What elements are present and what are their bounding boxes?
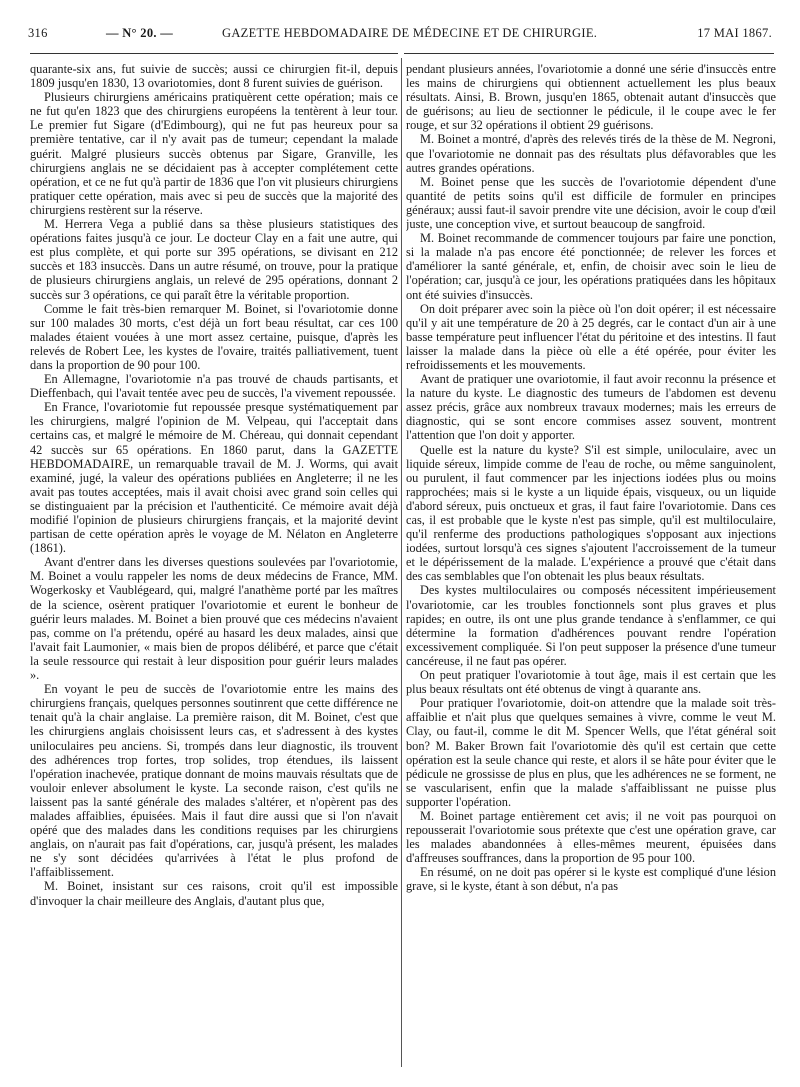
paragraph: M. Boinet, insistant sur ces raisons, croit qu'il est impossible d'invoquer la chair meilleure des Anglais, d'autant plus que, bbox=[30, 879, 398, 908]
paragraph: On peut pratiquer l'ovariotomie à tout âge, mais il est certain que les plus beaux résultats ont été obtenus de vingt à quarante ans. bbox=[406, 668, 776, 697]
column-divider bbox=[401, 58, 402, 1067]
paragraph: Des kystes multiloculaires ou composés nécessitent impérieusement l'ovariotomie, car les troubles fonctionnels sont plus graves et plus rapides; en outre, ils ont une plus grande tendance à s'enflammer, ce qui détermine la formation d'adhérences pouvant rendre l'opération excessivement compliquée. Si l'on peut supposer la présence d'une tumeur cancéreuse, il ne faut pas opérer. bbox=[406, 583, 776, 668]
paragraph: M. Boinet a montré, d'après des relevés tirés de la thèse de M. Negroni, que l'ovariotomie ne donnait pas des résultats plus défavorables que les autres grandes opérations. bbox=[406, 132, 776, 175]
paragraph: On doit préparer avec soin la pièce où l'on doit opérer; il est nécessaire qu'il y ait une température de 20 à 25 degrés, car le contact d'un air à une basse température peut influencer l'état du péritoine et des intestins. Il faut laisser la malade dans la pièce où elle a été opérée, pour éviter les refroidissements et les mouvements. bbox=[406, 301, 776, 372]
right-column bbox=[406, 62, 776, 1069]
paragraph: Avant d'entrer dans les diverses questions soulevées par l'ovariotomie, M. Boinet a voulu rappeler les noms de deux médecins de France, MM. Wogerkosky et Vaublégeard, qui, malgré l'anathème porté par les maîtres de la science, osèrent pratiquer l'ovariotomie et eurent le bonheur de guérir leurs malades. M. Boinet a bien prouvé que ces médecins n'avaient pas, comme on l'a prétendu, opéré au hasard les deux malades, ainsi que l'avait fait Laumonier, « mais bien de propos délibéré, et parce que c'était la seule ressource qui restait à leur disposition pour guérir leurs malades ». bbox=[30, 555, 398, 683]
paragraph: Quelle est la nature du kyste? S'il est simple, uniloculaire, avec un liquide séreux, limpide comme de l'eau de roche, ou même sanguinolent, ou purulent, il faut commencer par les injections iodées plus ou moins rapprochées; mais si le kyste a un liquide épais, visqueux, ou un liquide d'abord séreux, puis onctueux et gras, il faut faire l'ovariotomie. Dans ces cas, il est probable que le kyste n'est pas simple, qu'il est multiloculaire, qu'il renferme des productions pathologiques s'opposant aux injections iodées, surtout lorsqu'à ces signes s'ajoutent l'accroissement de la tumeur et le dépérissement de la malade. L'expérience a prouvé que c'était dans des cas semblables que l'on obtenait les plus beaux résultats. bbox=[406, 442, 776, 584]
left-column bbox=[30, 62, 398, 1069]
paragraph: Pour pratiquer l'ovariotomie, doit-on attendre que la malade soit très-affaiblie et n'ait plus que quelques semaines à vivre, comme le veut M. Clay, ou faut-il, comme le dit M. Spencer Wells, que l'état général soit bon? M. Baker Brown fait l'ovariotomie dès qu'il est certain que cette opération est la seule chance qui reste, et alors il se hâte pour éviter que le pédicule ne grossisse de plus en plus, que les adhérences ne se forment, ne se vascularisent, enfin que la malade s'affaiblissant ne puisse plus supporter l'opération. bbox=[406, 696, 776, 809]
paragraph: M. Herrera Vega a publié dans sa thèse plusieurs statistiques des opérations faites jusqu'à ce jour. Le docteur Clay en a fait une autre, qui est plus complète, et qui porte sur 395 opérations, se divisant en 212 succès et 183 insuccès. Dans un autre résumé, on trouve, pour la pratique de plusieurs chirurgiens anglais, un relevé de 295 opérations, donnant 2 succès sur 3 opérations, ce qui paraît être la véritable proportion. bbox=[30, 217, 398, 302]
paragraph: M. Boinet partage entièrement cet avis; il ne voit pas pourquoi on repousserait l'ovariotomie sous prétexte que c'est une opération grave, car les malades abandonnées à elles-mêmes meurent, épuisées dans d'affreuses souffrances, dans la proportion de 95 pour 100. bbox=[406, 808, 776, 866]
paragraph: En Allemagne, l'ovariotomie n'a pas trouvé de chauds partisants, et Dieffenbach, qui l'avait tentée avec peu de succès, l'a vivement repoussée. bbox=[30, 372, 398, 401]
header-rule-left bbox=[30, 53, 398, 54]
page-header bbox=[28, 26, 772, 48]
issue-date: 17 MAI 1867. bbox=[697, 26, 772, 40]
paragraph: En France, l'ovariotomie fut repoussée presque systématiquement par les chirurgiens, malgré l'opinion de M. Velpeau, qui l'acceptait dans certains cas, et malgré le mémoire de M. Chéreau, qui donnait cependant 42 succès sur 65 opérations. En 1860 parut, dans la GAZETTE HEBDOMADAIRE, un remarquable travail de M. J. Worms, qui avait examiné, jugé, la valeur des opérations publiées en Angleterre; il ne les avait pas toutes acceptées, mais il avait choisi avec grand soin celles qui se distinguaient par la précision et l'authenticité. Ce mémoire avait déjà modifié l'opinion de plusieurs chirurgiens français, et la majorité devint partisan de cette opération après le voyage de M. Nélaton en Angleterre (1861). bbox=[30, 400, 398, 556]
publication-title: GAZETTE HEBDOMADAIRE DE MÉDECINE ET DE CHIRURGIE. bbox=[222, 26, 598, 40]
paragraph: Avant de pratiquer une ovariotomie, il faut avoir reconnu la présence et la nature du kyste. Le diagnostic des tumeurs de l'abdomen est devenu assez précis, grâce aux nombreux travaux modernes; mais les erreurs de diagnostic, qui se sont encore commises assez souvent, montrent l'attention que l'on doit y apporter. bbox=[406, 372, 776, 443]
paragraph: M. Boinet recommande de commencer toujours par faire une ponction, si la malade n'a pas encore été ponctionnée; de relever les forces et d'améliorer la santé générale, et, enfin, de choisir avec soin le lieu de l'opération; car, jusqu'à ce jour, les opérations pratiquées dans les hôpitaux ont été suivies d'insuccès. bbox=[406, 231, 776, 302]
issue-number: — N° 20. — bbox=[106, 26, 174, 40]
paragraph: En voyant le peu de succès de l'ovariotomie entre les mains des chirurgiens français, quelques personnes soutinrent que cette différence ne tenait qu'à la chair anglaise. La première raison, dit M. Boinet, c'est que les chirurgiens anglais choisissent leurs cas, et s'adressent à des kystes uniloculaires peu anciens. Si, trompés dans leur diagnostic, ils trouvent des adhérences trop fortes, trop solides, trop étendues, ils laissent l'opération inachevée, pratique donnant de moins mauvais résultats que de vouloir enlever absolument le kyste. La seconde raison, c'est qu'ils ne laissent pas la santé générale des malades s'altérer, et n'opèrent pas des malades affaiblies, épuisées. Mais il faut dire aussi que si l'on n'avait opéré que des malades dans les conditions requises par les chirurgiens anglais, on n'aurait pas fait d'opérations, car, jusqu'à présent, les malades ne s'y sont décidées qu'arrivées à l'état le plus profond de l'affaiblissement. bbox=[30, 682, 398, 880]
paragraph: pendant plusieurs années, l'ovariotomie a donné une série d'insuccès entre les mains de chirurgiens qui obtiennent actuellement les plus beaux résultats. Ainsi, B. Brown, jusqu'en 1865, obtenait autant d'insuccès que de guérisons; au lieu de sectionner le pédicule, il le coupe avec le fer rouge, et sur 32 opérations il obtient 29 guérisons. bbox=[406, 62, 776, 133]
page-number: 316 bbox=[28, 26, 48, 40]
paragraph: En résumé, on ne doit pas opérer si le kyste est compliqué d'une lésion grave, si le kyste, étant à son début, n'a pas bbox=[406, 865, 776, 894]
paragraph: Plusieurs chirurgiens américains pratiquèrent cette opération; mais ce ne fut qu'en 1823 que des chirurgiens européens la tentèrent à leur tour. Le premier fut Sigare (d'Edimbourg), qui ne fut pas heureux pour sa première tentative, car il n'y avait pas de tumeur; cependant la malade guérit. Malgré plusieurs succès obtenus par Sigare, Granville, les chirurgiens anglais ne se décidaient pas à accepter complétement cette opération, et ce ne fut qu'à partir de 1836 que l'on vit plusieurs chirurgiens pratiquer cette opération, mais avec si peu de succès que la majorité des chirurgiens restèrent sur la réserve. bbox=[30, 90, 398, 217]
header-rule-right bbox=[404, 53, 774, 54]
paragraph: Comme le fait très-bien remarquer M. Boinet, si l'ovariotomie donne sur 100 malades 30 morts, c'est déjà un fort beau résultat, car ces 100 malades étaient vouées à une mort assez certaine, puisque, d'après les relevés de Robert Lee, les kystes de l'ovaire, traités palliativement, tuent dans la proportion de 90 pour 100. bbox=[30, 301, 398, 372]
paragraph: quarante-six ans, fut suivie de succès; aussi ce chirurgien fit-il, depuis 1809 jusqu'en 1830, 13 ovariotomies, dont 8 furent suivies de guérison. bbox=[30, 62, 398, 91]
paragraph: M. Boinet pense que les succès de l'ovariotomie dépendent d'une quantité de petits soins qu'il est difficile de formuler en principes généraux; aussi faut-il savoir prendre vite une décision, avoir le coup d'œil juste, une conception vive, et surtout beaucoup de sangfroid. bbox=[406, 174, 776, 232]
